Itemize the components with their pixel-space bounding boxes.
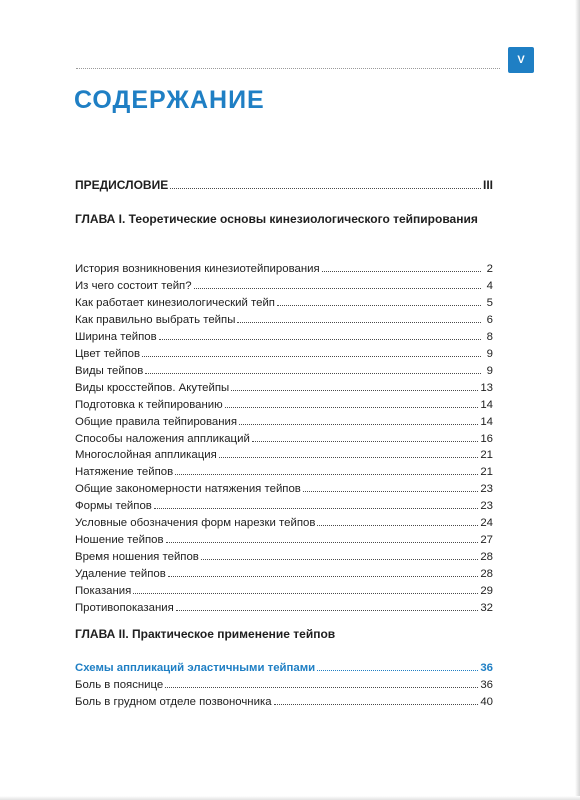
toc-page: 9 (486, 347, 493, 360)
toc-label: Многослойная аппликация (75, 449, 217, 462)
page-edge-shadow (575, 0, 580, 800)
toc-entry[interactable] (75, 465, 493, 479)
chapter-2-title[interactable]: ГЛАВА II. Практическое применение тейпов (75, 627, 336, 641)
toc-label: Виды тейпов (75, 364, 144, 377)
dot-leader (165, 678, 478, 688)
toc-page: 36 (480, 662, 493, 674)
toc-page: 16 (480, 432, 493, 445)
page-number-tab (508, 47, 534, 73)
dot-leader (154, 499, 478, 509)
toc-entry[interactable] (75, 482, 493, 496)
toc-page: 14 (480, 398, 493, 411)
toc-label: Ношение тейпов (75, 534, 164, 547)
toc-label: Подготовка к тейпированию (75, 398, 223, 411)
dot-leader (166, 533, 479, 543)
dot-leader (239, 415, 478, 425)
header-dotted-rule (76, 68, 500, 69)
toc-label: Удаление тейпов (75, 568, 166, 581)
toc-label: Боль в пояснице (75, 679, 164, 691)
page-number: V (517, 54, 525, 66)
toc-label: ПРЕДИСЛОВИЕ (75, 178, 169, 192)
toc-preface[interactable] (75, 178, 493, 192)
page-title: СОДЕРЖАНИЕ (74, 86, 265, 114)
dot-leader (225, 398, 479, 408)
toc-label: Боль в грудном отделе позвоночника (75, 696, 272, 708)
dot-leader (237, 313, 481, 323)
toc-label: Способы наложения аппликаций (75, 432, 250, 445)
toc-label: Цвет тейпов (75, 347, 141, 360)
dot-leader (252, 432, 479, 442)
toc-label: Из чего состоит тейп? (75, 279, 192, 292)
toc-page: 4 (486, 279, 493, 292)
dot-leader (231, 381, 478, 391)
toc-entry[interactable] (75, 296, 493, 310)
toc-page: 29 (480, 585, 493, 598)
toc-page: 36 (480, 679, 493, 691)
toc-section-schemes[interactable] (75, 661, 493, 675)
toc-label: Общие закономерности натяжения тейпов (75, 483, 301, 496)
chapter-1-title[interactable]: ГЛАВА I. Теоретические основы кинезиологического тейпирования (75, 212, 478, 226)
toc-page: 28 (480, 551, 493, 564)
toc-label: История возникновения кинезиотейпирования (75, 263, 320, 275)
dot-leader (322, 262, 481, 272)
toc-entry[interactable] (75, 499, 493, 513)
dot-leader (142, 347, 481, 357)
toc-label: Показания (75, 585, 132, 598)
toc-entry[interactable] (75, 601, 493, 615)
toc-page: 32 (480, 602, 493, 614)
toc-entry[interactable] (75, 262, 493, 276)
toc-page: 9 (486, 364, 493, 377)
dot-leader (168, 567, 479, 577)
toc-label: Время ношения тейпов (75, 551, 199, 564)
toc-page: 13 (480, 381, 493, 394)
toc-page: 23 (480, 483, 493, 496)
toc-entry[interactable] (75, 678, 493, 692)
toc-page: 23 (480, 500, 493, 513)
toc-entry[interactable] (75, 330, 493, 344)
toc-page: 5 (486, 296, 493, 309)
dot-leader (145, 364, 481, 374)
dot-leader (133, 584, 478, 594)
toc-page: 21 (480, 449, 493, 462)
dot-leader (194, 279, 481, 289)
toc-label: Противопоказания (75, 602, 174, 614)
toc-page: 6 (486, 313, 493, 326)
toc-label: Как работает кинезиологический тейп (75, 296, 275, 309)
dot-leader (170, 179, 481, 189)
dot-leader (201, 550, 478, 560)
toc-entry[interactable] (75, 364, 493, 378)
dot-leader (303, 482, 478, 492)
toc-entry[interactable] (75, 550, 493, 564)
toc-page: 24 (480, 517, 493, 530)
toc-entry[interactable] (75, 533, 493, 547)
dot-leader (159, 330, 481, 340)
toc-entry[interactable] (75, 347, 493, 361)
toc-page: 8 (486, 330, 493, 343)
toc-entry[interactable] (75, 415, 493, 429)
toc-entry[interactable] (75, 516, 493, 530)
toc-entry[interactable] (75, 313, 493, 327)
toc-entry[interactable] (75, 381, 493, 395)
toc-entry[interactable] (75, 279, 493, 293)
toc-entry[interactable] (75, 584, 493, 598)
toc-label: Общие правила тейпирования (75, 415, 238, 428)
dot-leader (277, 296, 481, 306)
toc-entry[interactable] (75, 695, 493, 709)
toc-page: III (482, 178, 493, 192)
toc-page: 40 (480, 696, 493, 708)
toc-label: Ширина тейпов (75, 330, 157, 343)
dot-leader (176, 601, 479, 611)
page-bottom-shadow (0, 796, 580, 800)
toc-page: 2 (486, 263, 493, 275)
dot-leader (274, 695, 479, 705)
dot-leader (175, 465, 478, 475)
dot-leader (317, 516, 478, 526)
toc-entry[interactable] (75, 398, 493, 412)
toc-entry[interactable] (75, 448, 493, 462)
toc-label: Формы тейпов (75, 500, 152, 513)
toc-label: Натяжение тейпов (75, 466, 174, 479)
toc-entry[interactable] (75, 432, 493, 446)
toc-page: 14 (480, 415, 493, 428)
toc-label: Условные обозначения форм нарезки тейпов (75, 517, 316, 530)
toc-page: 28 (480, 568, 493, 581)
dot-leader (219, 448, 479, 458)
toc-page: 21 (480, 466, 493, 479)
toc-label: Как правильно выбрать тейпы (75, 313, 236, 326)
toc-entry[interactable] (75, 567, 493, 581)
toc-label: Виды кросстейпов. Акутейпы (75, 381, 230, 394)
toc-page: 27 (480, 534, 493, 547)
dot-leader (317, 661, 478, 671)
toc-label: Схемы аппликаций эластичными тейпами (75, 662, 316, 674)
